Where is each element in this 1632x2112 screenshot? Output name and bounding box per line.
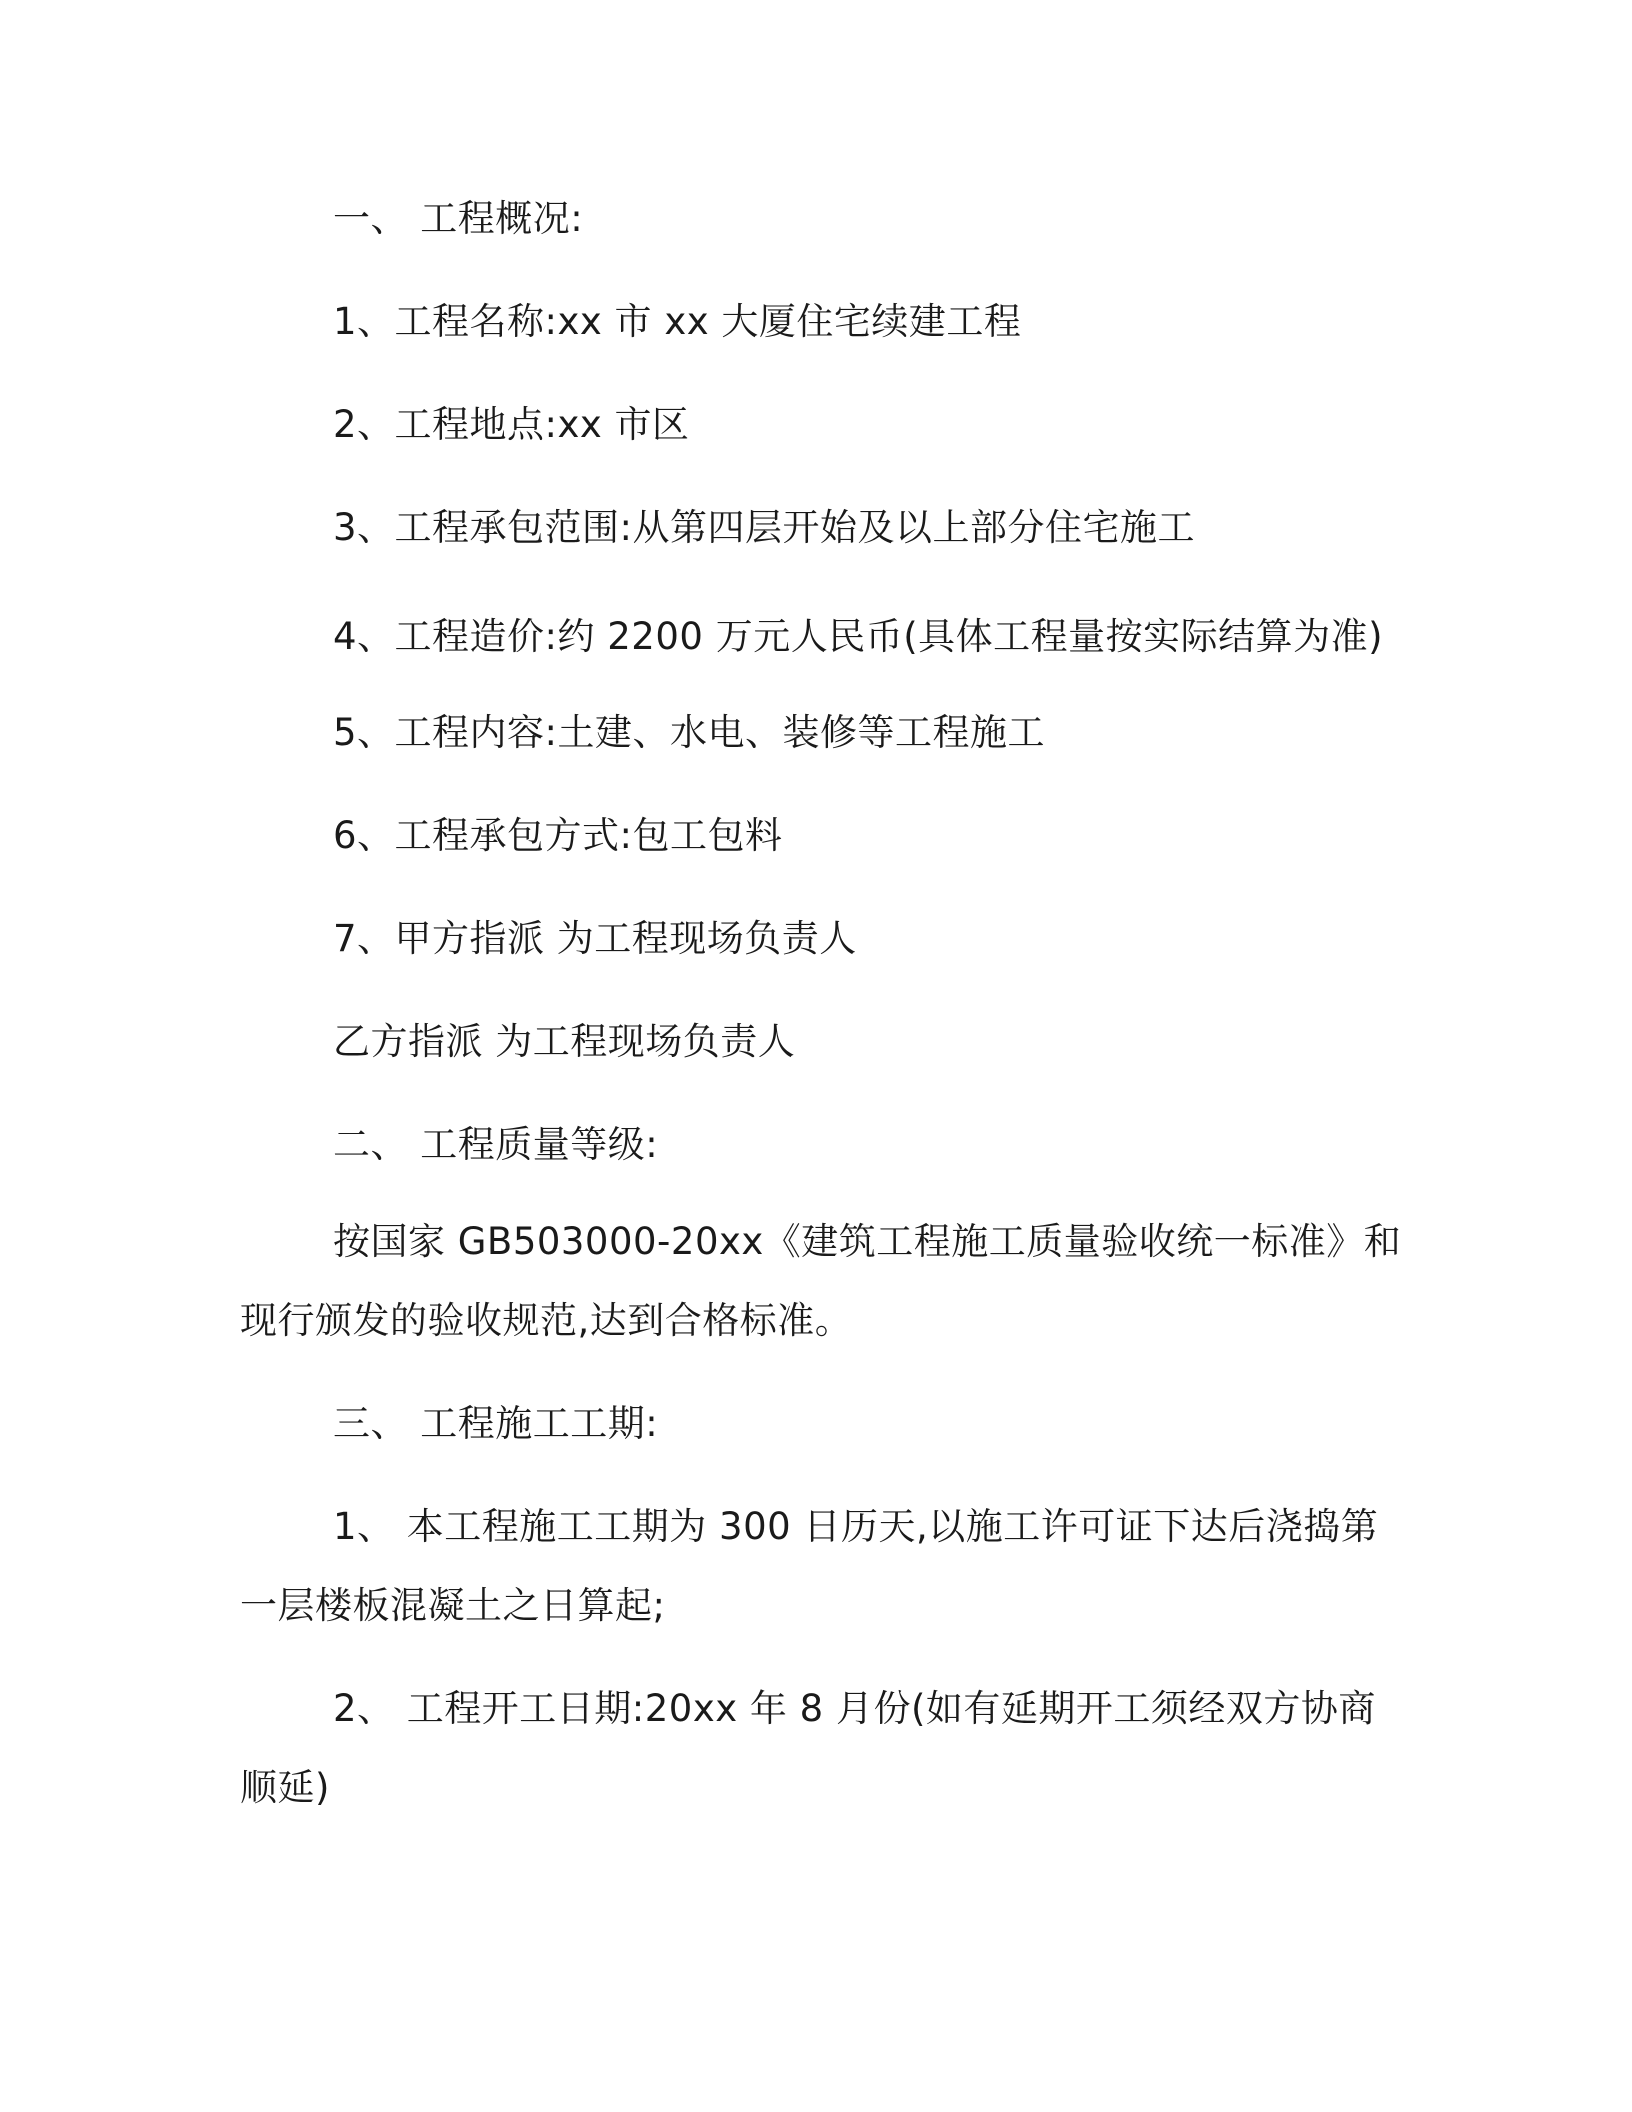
party-b-manager-item: 乙方指派 为工程现场负责人 [333,1020,796,1063]
project-name-item: 1、工程名称:xx 市 xx 大厦住宅续建工程 [333,300,1022,343]
project-cost-item: 4、工程造价:约 2200 万元人民币(具体工程量按实际结算为准) [333,615,1384,658]
section1-heading: 一、 工程概况: [333,197,584,240]
section3-heading: 三、 工程施工工期: [333,1402,659,1445]
schedule-item1-line1: 1、 本工程施工工期为 300 日历天,以施工许可证下达后浇捣第 [333,1505,1379,1548]
contract-scope-item: 3、工程承包范围:从第四层开始及以上部分住宅施工 [333,506,1196,549]
project-location-item: 2、工程地点:xx 市区 [333,403,690,446]
schedule-item2-line2: 顺延) [240,1766,330,1809]
quality-paragraph-line1: 按国家 GB503000-20xx《建筑工程施工质量验收统一标准》和 [333,1220,1402,1263]
schedule-item2-line1: 2、 工程开工日期:20xx 年 8 月份(如有延期开工须经双方协商 [333,1687,1376,1730]
schedule-item1-line2: 一层楼板混凝土之日算起; [240,1584,666,1627]
project-content-item: 5、工程内容:土建、水电、装修等工程施工 [333,711,1046,754]
contract-method-item: 6、工程承包方式:包工包料 [333,814,783,857]
quality-paragraph-line2: 现行颁发的验收规范,达到合格标准。 [240,1299,853,1342]
party-a-manager-item: 7、甲方指派 为工程现场负责人 [333,917,857,960]
section2-heading: 二、 工程质量等级: [333,1123,659,1166]
